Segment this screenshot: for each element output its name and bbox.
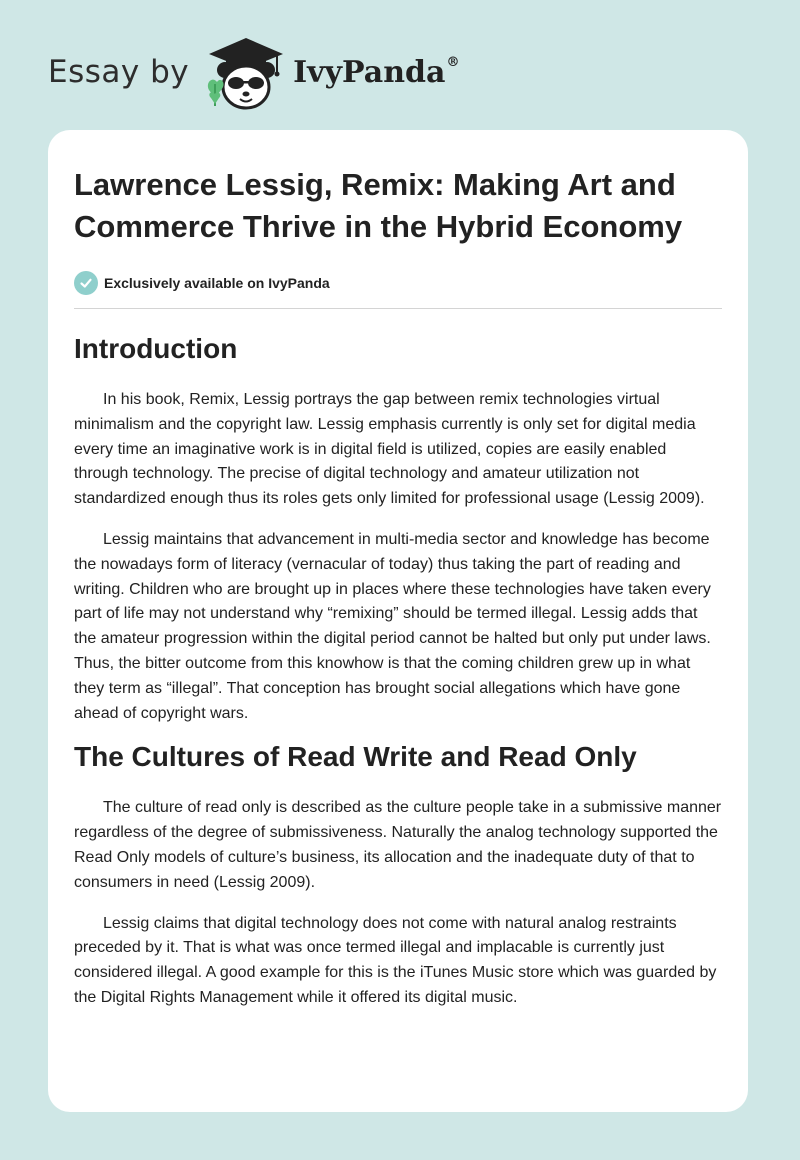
- brand-name: [293, 55, 459, 90]
- essay-by-label: Essay by: [48, 54, 190, 90]
- essay-card: [48, 130, 748, 1112]
- exclusive-label: Exclusively available on IvyPanda: [104, 275, 330, 291]
- registered-mark: ®: [446, 54, 460, 70]
- section-heading-cultures: The Cultures of Read Write and Read Only: [74, 741, 637, 773]
- section-heading-introduction: Introduction: [74, 333, 238, 364]
- body-paragraph: The culture of read only is described as the culture people take in a submissive manner regardless of the degree of submissiveness. Naturally the analog technology supported the Read Only models of culture’s business, its allocation and the inadequate duty of that to consumers in need (Lessig 2009).: [74, 799, 722, 891]
- brand-name-text: IvyPanda: [293, 54, 446, 90]
- checkmark-circle-icon: [74, 271, 98, 295]
- body-paragraph: Lessig maintains that advancement in multi-media sector and knowledge has become the nowadays form of literacy (vernacular of today) thus taking the part of reading and writing. Children who are brought up in places where these technologies have taken every part of life may not understand why “remixing” should be termed illegal. Lessig adds that the amateur progression within the digital period cannot be halted but only put under laws. Thus, the bitter outcome from this knowhow is that the coming children grew up in what they term as “illegal”. That conception has brought social allegations which have gone ahead of copyright wars.: [74, 530, 711, 722]
- body-paragraph: Lessig claims that digital technology does not come with natural analog restraints preceded by it. That is what was once termed illegal and implacable is currently just considered illegal. A good example for this is the iTunes Music store which was guarded by the Digital Rights Management while it offered its digital music.: [74, 914, 717, 1006]
- body-paragraph: In his book, Remix, Lessig portrays the gap between remix technologies virtual minimalism and the copyright law. Lessig emphasis currently is only set for digital media every time an imaginative work is in digital field is utilized, copies are easily enabled through technology. The precise of digital technology and amateur utilization not standardized enough thus its roles gets only limited for professional usage (Lessig 2009).: [74, 391, 705, 508]
- ivypanda-logo-icon[interactable]: [203, 32, 289, 112]
- essay-title: Lawrence Lessig, Remix: Making Art and Commerce Thrive in the Hybrid Economy: [74, 167, 683, 244]
- exclusive-badge: [74, 271, 722, 295]
- site-header: [48, 32, 459, 112]
- title-divider: [74, 308, 722, 309]
